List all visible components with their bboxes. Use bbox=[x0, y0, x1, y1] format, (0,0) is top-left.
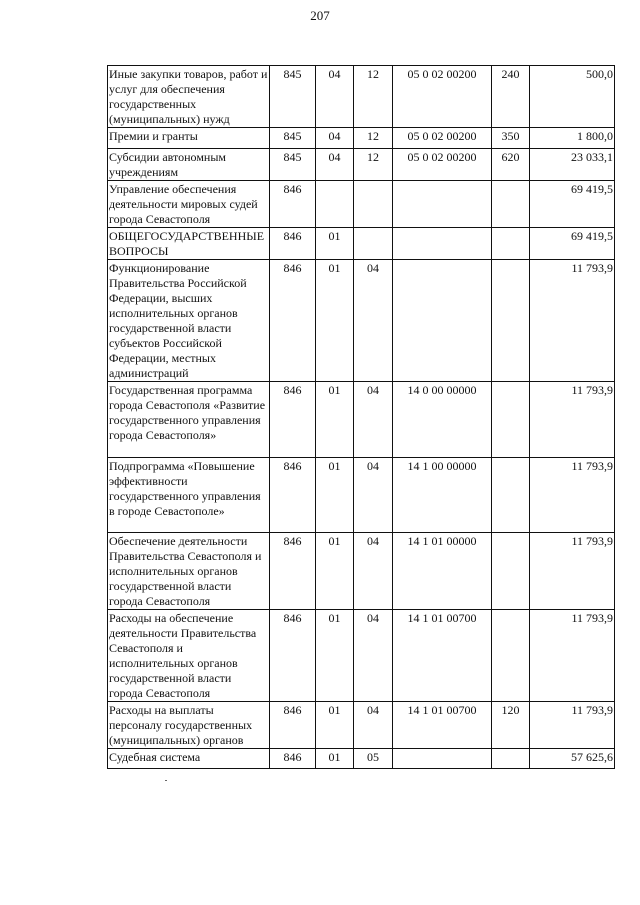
table-row bbox=[108, 702, 615, 749]
row-name: Функционирование Правительства Российской Федерации, высших исполнительных органов государственной власти субъектов Российской Федерации, местных администраций bbox=[108, 260, 270, 382]
row-vr: 350 bbox=[492, 128, 530, 149]
row-csr: 14 1 00 00000 bbox=[393, 458, 492, 533]
table-row bbox=[108, 533, 615, 610]
row-pr: 04 bbox=[354, 382, 393, 458]
table-row bbox=[108, 458, 615, 533]
row-ved: 845 bbox=[270, 128, 316, 149]
table-row bbox=[108, 128, 615, 149]
row-sum: 69 419,5 bbox=[530, 228, 615, 260]
row-sum: 1 800,0 bbox=[530, 128, 615, 149]
row-vr bbox=[492, 228, 530, 260]
row-sum: 11 793,9 bbox=[530, 382, 615, 458]
row-rz: 04 bbox=[316, 66, 354, 128]
table-row bbox=[108, 181, 615, 228]
row-name: Обеспечение деятельности Правительства Севастополя и исполнительных органов государственной власти города Севастополя bbox=[108, 533, 270, 610]
row-rz bbox=[316, 181, 354, 228]
row-pr: 04 bbox=[354, 610, 393, 702]
row-rz: 01 bbox=[316, 533, 354, 610]
row-ved: 846 bbox=[270, 382, 316, 458]
page-number: 207 bbox=[310, 8, 330, 23]
row-rz: 01 bbox=[316, 260, 354, 382]
row-ved: 846 bbox=[270, 260, 316, 382]
row-vr bbox=[492, 181, 530, 228]
table-row bbox=[108, 228, 615, 260]
row-name: Расходы на выплаты персоналу государственных (муниципальных) органов bbox=[108, 702, 270, 749]
row-vr: 620 bbox=[492, 149, 530, 181]
row-rz: 01 bbox=[316, 749, 354, 769]
row-csr: 05 0 02 00200 bbox=[393, 149, 492, 181]
row-ved: 846 bbox=[270, 533, 316, 610]
row-ved: 846 bbox=[270, 458, 316, 533]
row-sum: 57 625,6 bbox=[530, 749, 615, 769]
row-name: Управление обеспечения деятельности мировых судей города Севастополя bbox=[108, 181, 270, 228]
row-vr bbox=[492, 749, 530, 769]
row-vr: 240 bbox=[492, 66, 530, 128]
scan-mark bbox=[165, 780, 167, 781]
row-pr bbox=[354, 228, 393, 260]
row-rz: 01 bbox=[316, 702, 354, 749]
row-ved: 846 bbox=[270, 228, 316, 260]
row-vr bbox=[492, 533, 530, 610]
row-pr: 04 bbox=[354, 702, 393, 749]
row-sum: 69 419,5 bbox=[530, 181, 615, 228]
row-rz: 01 bbox=[316, 382, 354, 458]
row-pr: 12 bbox=[354, 66, 393, 128]
row-vr bbox=[492, 260, 530, 382]
row-rz: 04 bbox=[316, 149, 354, 181]
row-name: Премии и гранты bbox=[108, 128, 270, 149]
row-csr bbox=[393, 181, 492, 228]
row-rz: 01 bbox=[316, 228, 354, 260]
row-ved: 846 bbox=[270, 702, 316, 749]
budget-table bbox=[107, 65, 615, 769]
table-row bbox=[108, 260, 615, 382]
row-ved: 846 bbox=[270, 749, 316, 769]
row-csr: 14 1 01 00700 bbox=[393, 610, 492, 702]
row-sum: 11 793,9 bbox=[530, 458, 615, 533]
row-name: ОБЩЕГОСУДАРСТВЕННЫЕ ВОПРОСЫ bbox=[108, 228, 270, 260]
row-name: Судебная система bbox=[108, 749, 270, 769]
row-ved: 845 bbox=[270, 66, 316, 128]
table-row bbox=[108, 149, 615, 181]
row-vr: 120 bbox=[492, 702, 530, 749]
row-sum: 500,0 bbox=[530, 66, 615, 128]
row-pr: 12 bbox=[354, 149, 393, 181]
row-pr: 05 bbox=[354, 749, 393, 769]
row-csr bbox=[393, 228, 492, 260]
row-name: Расходы на обеспечение деятельности Правительства Севастополя и исполнительных органов государственной власти города Севастополя bbox=[108, 610, 270, 702]
row-ved: 846 bbox=[270, 610, 316, 702]
row-sum: 23 033,1 bbox=[530, 149, 615, 181]
row-name: Подпрограмма «Повышение эффективности государственного управления в городе Севастополе» bbox=[108, 458, 270, 533]
row-sum: 11 793,9 bbox=[530, 610, 615, 702]
row-rz: 01 bbox=[316, 458, 354, 533]
row-vr bbox=[492, 610, 530, 702]
row-pr: 12 bbox=[354, 128, 393, 149]
row-csr: 05 0 02 00200 bbox=[393, 128, 492, 149]
row-pr: 04 bbox=[354, 260, 393, 382]
row-ved: 845 bbox=[270, 149, 316, 181]
row-pr bbox=[354, 181, 393, 228]
table-row bbox=[108, 66, 615, 128]
row-rz: 01 bbox=[316, 610, 354, 702]
row-vr bbox=[492, 382, 530, 458]
row-name: Иные закупки товаров, работ и услуг для обеспечения государственных (муниципальных) нужд bbox=[108, 66, 270, 128]
row-pr: 04 bbox=[354, 533, 393, 610]
table-row bbox=[108, 749, 615, 769]
row-csr: 05 0 02 00200 bbox=[393, 66, 492, 128]
row-sum: 11 793,9 bbox=[530, 702, 615, 749]
table-row bbox=[108, 610, 615, 702]
row-pr: 04 bbox=[354, 458, 393, 533]
row-sum: 11 793,9 bbox=[530, 260, 615, 382]
row-name: Государственная программа города Севастополя «Развитие государственного управления города Севастополя» bbox=[108, 382, 270, 458]
row-csr bbox=[393, 749, 492, 769]
row-csr: 14 0 00 00000 bbox=[393, 382, 492, 458]
row-ved: 846 bbox=[270, 181, 316, 228]
row-csr: 14 1 01 00700 bbox=[393, 702, 492, 749]
row-name: Субсидии автономным учреждениям bbox=[108, 149, 270, 181]
row-sum: 11 793,9 bbox=[530, 533, 615, 610]
row-vr bbox=[492, 458, 530, 533]
row-rz: 04 bbox=[316, 128, 354, 149]
row-csr bbox=[393, 260, 492, 382]
table-row bbox=[108, 382, 615, 458]
row-csr: 14 1 01 00000 bbox=[393, 533, 492, 610]
